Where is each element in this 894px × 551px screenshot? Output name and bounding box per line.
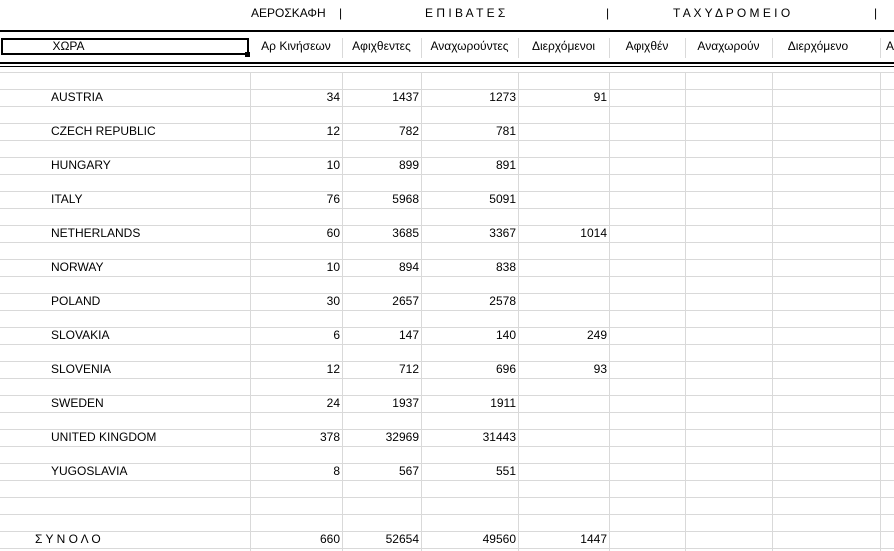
transit-cell[interactable]: [518, 429, 609, 446]
arrivals-cell[interactable]: 894: [398, 260, 419, 274]
country-cell[interactable]: SLOVAKIA: [51, 328, 110, 342]
col-header-movements[interactable]: Αρ Κινήσεων: [261, 39, 331, 53]
arrivals-cell[interactable]: 712: [398, 362, 419, 376]
transit-cell[interactable]: [518, 259, 609, 276]
country-cell[interactable]: HUNGARY: [51, 158, 111, 172]
grid-row-line: [0, 480, 894, 481]
transit-cell[interactable]: [518, 463, 609, 480]
grid-row-line: [0, 548, 894, 549]
arrivals-cell[interactable]: 2657: [392, 294, 419, 308]
movements-cell[interactable]: 60: [326, 226, 340, 240]
departures-cell[interactable]: 31443: [482, 430, 516, 444]
movements-cell[interactable]: 34: [326, 90, 340, 104]
col-divider: [421, 38, 422, 58]
col-header-country[interactable]: ΧΩΡΑ: [52, 39, 85, 53]
col-header-mail-arrived[interactable]: Αφιχθέν: [625, 39, 669, 53]
col-header-departures[interactable]: Αναχωρούντες: [430, 39, 509, 53]
country-cell[interactable]: YUGOSLAVIA: [51, 464, 128, 478]
arrivals-cell[interactable]: 782: [398, 124, 419, 138]
country-cell[interactable]: SLOVENIA: [51, 362, 112, 376]
movements-cell[interactable]: 12: [326, 124, 340, 138]
departures-cell[interactable]: 781: [495, 124, 516, 138]
col-divider: [880, 38, 881, 58]
grid-col-line: [609, 72, 610, 551]
movements-cell[interactable]: 12: [326, 362, 340, 376]
country-cell[interactable]: NORWAY: [51, 260, 104, 274]
transit-cell[interactable]: 1014: [580, 226, 607, 240]
grid-row-line: [0, 276, 894, 277]
group-separator: |: [874, 6, 878, 20]
departures-cell[interactable]: 838: [495, 260, 516, 274]
transit-cell[interactable]: 91: [593, 90, 607, 104]
grid-row-line: [0, 446, 894, 447]
country-cell[interactable]: POLAND: [51, 294, 101, 308]
arrivals-cell[interactable]: 3685: [392, 226, 419, 240]
arrivals-cell[interactable]: 1937: [392, 396, 419, 410]
total-movements-cell[interactable]: 660: [319, 532, 340, 546]
total-arrivals-cell[interactable]: 52654: [385, 532, 419, 546]
col-divider: [609, 38, 610, 58]
col-divider: [342, 38, 343, 58]
country-cell[interactable]: SWEDEN: [51, 396, 104, 410]
arrivals-cell[interactable]: 1437: [392, 90, 419, 104]
departures-cell[interactable]: 2578: [489, 294, 516, 308]
grid-col-line: [685, 72, 686, 551]
movements-cell[interactable]: 10: [326, 158, 340, 172]
departures-cell[interactable]: 5091: [489, 192, 516, 206]
arrivals-cell[interactable]: 32969: [385, 430, 419, 444]
movements-cell[interactable]: 76: [326, 192, 340, 206]
group-separator: |: [339, 6, 343, 20]
col-divider: [685, 38, 686, 58]
col-header-mail-transit[interactable]: Διερχόμενο: [787, 39, 849, 53]
transit-cell[interactable]: 249: [586, 328, 607, 342]
country-cell[interactable]: AUSTRIA: [51, 90, 104, 104]
transit-cell[interactable]: [518, 395, 609, 412]
col-divider: [772, 38, 773, 58]
grid-row-line: [0, 310, 894, 311]
col-header-transit[interactable]: Διερχόμενοι: [531, 39, 596, 53]
arrivals-cell[interactable]: 899: [398, 158, 419, 172]
total-transit-cell[interactable]: 1447: [580, 532, 607, 546]
departures-cell[interactable]: 1273: [489, 90, 516, 104]
country-cell[interactable]: UNITED KINGDOM: [51, 430, 157, 444]
country-cell[interactable]: NETHERLANDS: [51, 226, 141, 240]
grid-row-line: [0, 208, 894, 209]
departures-cell[interactable]: 3367: [489, 226, 516, 240]
col-divider: [518, 38, 519, 58]
grid-row-line: [0, 378, 894, 379]
group-header-passengers: Ε Π Ι Β Α Τ Ε Σ: [425, 6, 506, 20]
departures-cell[interactable]: 551: [495, 464, 516, 478]
movements-cell[interactable]: 6: [333, 328, 340, 342]
col-header-mail-departing[interactable]: Αναχωρούν: [697, 39, 760, 53]
header-rule-top: [0, 30, 894, 32]
departures-cell[interactable]: 696: [495, 362, 516, 376]
header-rule-double: [0, 66, 894, 67]
grid-row-line: [0, 140, 894, 141]
grid-col-line: [880, 72, 881, 551]
grid-row-line: [0, 497, 894, 498]
transit-cell[interactable]: [518, 191, 609, 208]
movements-cell[interactable]: 24: [326, 396, 340, 410]
active-cell-selection[interactable]: [1, 38, 249, 55]
movements-cell[interactable]: 10: [326, 260, 340, 274]
grid-row-line: [0, 174, 894, 175]
col-header-arrivals[interactable]: Αφιχθεντες: [352, 39, 411, 53]
country-cell[interactable]: ITALY: [51, 192, 83, 206]
movements-cell[interactable]: 8: [333, 464, 340, 478]
total-departures-cell[interactable]: 49560: [482, 532, 516, 546]
grid-row-line: [0, 412, 894, 413]
grid-row-line: [0, 514, 894, 515]
grid-col-line: [772, 72, 773, 551]
grid-row-line: [0, 242, 894, 243]
transit-cell[interactable]: [518, 293, 609, 310]
grid-row-line: [0, 344, 894, 345]
total-label[interactable]: Σ Υ Ν Ο Λ Ο: [35, 532, 101, 546]
fill-handle[interactable]: [245, 52, 250, 57]
departures-cell[interactable]: 1911: [490, 396, 516, 410]
grid-row-line: [0, 106, 894, 107]
group-header-mail: Τ Α Χ Υ Δ Ρ Ο Μ Ε Ι Ο: [673, 6, 791, 20]
movements-cell[interactable]: 30: [326, 294, 340, 308]
col-header-next[interactable]: Α: [886, 39, 894, 53]
arrivals-cell[interactable]: 567: [398, 464, 419, 478]
transit-cell[interactable]: [518, 123, 609, 140]
transit-cell[interactable]: 93: [593, 362, 607, 376]
group-header-aircraft: ΑΕΡΟΣΚΑΦΗ: [251, 6, 326, 20]
group-separator: |: [606, 6, 610, 20]
departures-cell[interactable]: 891: [495, 158, 516, 172]
header-rule-bottom: [0, 62, 894, 64]
arrivals-cell[interactable]: 5968: [392, 192, 419, 206]
grid-row-line: [0, 72, 894, 73]
movements-cell[interactable]: 378: [319, 430, 340, 444]
departures-cell[interactable]: 140: [495, 328, 516, 342]
country-cell[interactable]: CZECH REPUBLIC: [51, 124, 156, 138]
arrivals-cell[interactable]: 147: [398, 328, 419, 342]
transit-cell[interactable]: [518, 157, 609, 174]
